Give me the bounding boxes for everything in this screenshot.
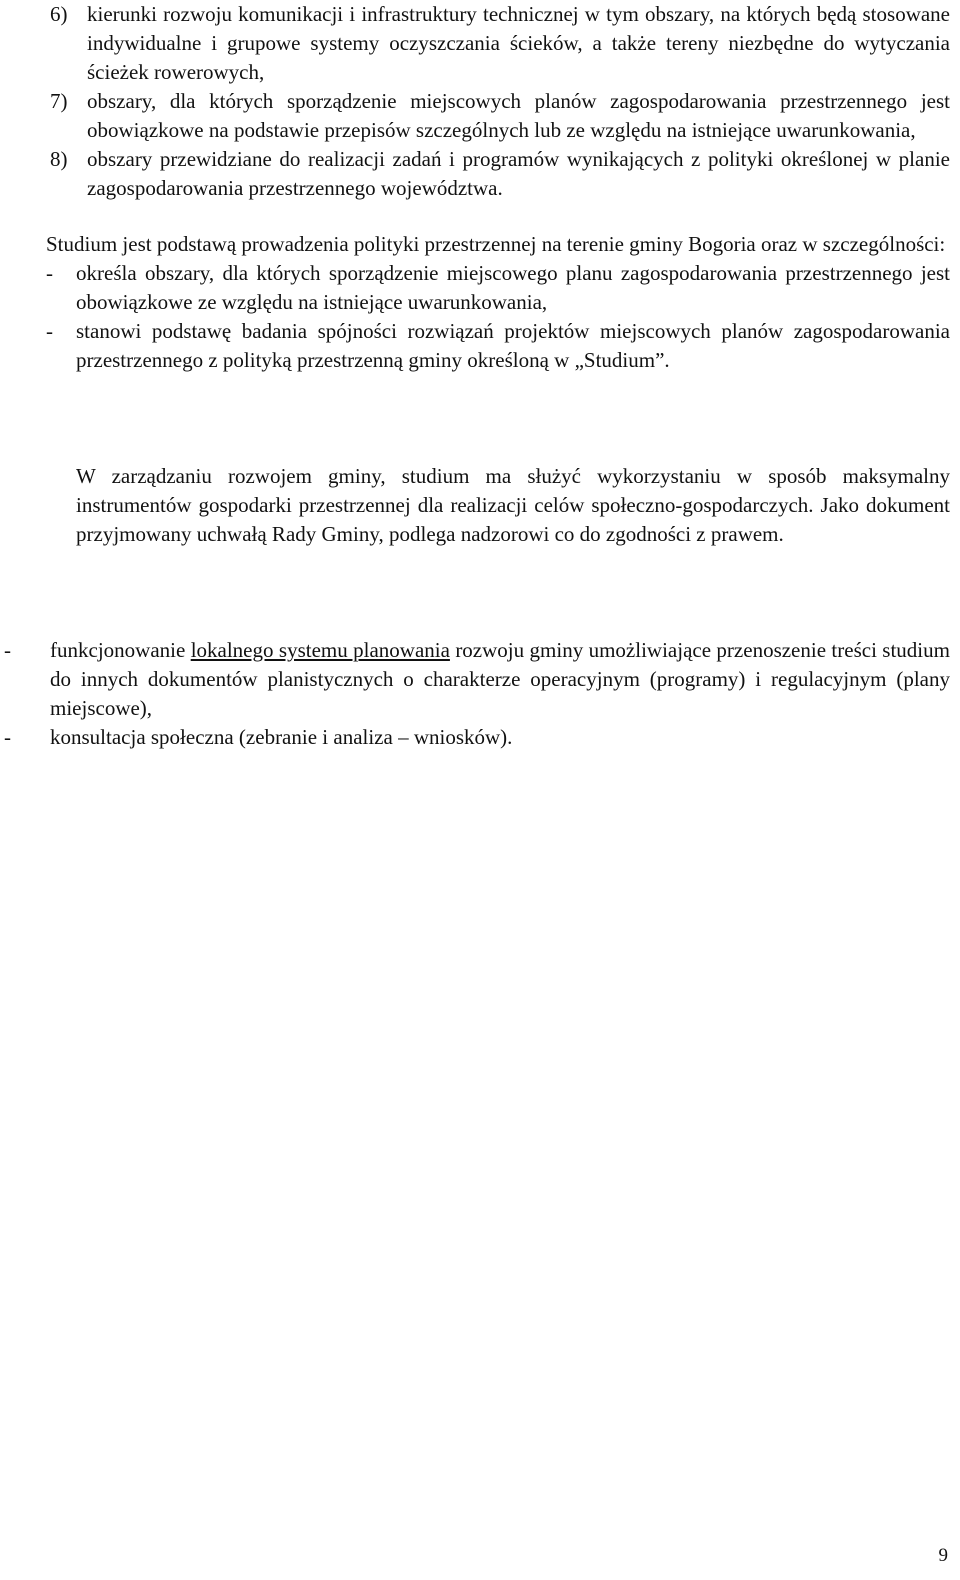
dash-marker: - [4,725,11,749]
text-after: rozwoju gminy umożliwiające przenoszenie treści studium do innych dokumentów planistycznych o charakterze operacyjnym (programy) i regulacyjnym (plany miejscowe), [50,638,950,720]
list-item [46,259,950,317]
dash-marker: - [46,319,53,343]
dash-marker: - [4,638,11,662]
underlined-term: lokalnego systemu planowania [190,638,450,662]
list-item-text: określa obszary, dla których sporządzenie miejscowego planu zagospodarowania przestrzennego jest obowiązkowe ze względu na istniejące uwarunkowania, [76,261,950,314]
list-item [46,317,950,375]
study-intro: Studium jest podstawą prowadzenia polityki przestrzennej na terenie gminy Bogoria oraz w szczególności: [46,232,946,256]
list-marker: 7) [50,89,68,113]
list-item-text: stanowi podstawę badania spójności rozwiązań projektów miejscowych planów zagospodarowania przestrzennego z polityką przestrzenną gminy określoną w „Studium”. [76,319,950,372]
dash-marker: - [46,261,53,285]
management-paragraph: W zarządzaniu rozwojem gminy, studium ma służyć wykorzystaniu w sposób maksymalny instrumentów gospodarki przestrzennej dla realizacji celów społeczno-gospodarczych. Jako dokument przyjmowany uchwałą Rady Gminy, podlega nadzorowi co do zgodności z prawem. [76,464,950,546]
numbered-list [50,0,950,203]
list-item [50,0,950,87]
bottom-list [4,636,950,752]
text-before: funkcjonowanie [50,638,191,662]
list-marker: 6) [50,2,68,26]
list-item-text [50,638,950,720]
list-item [50,145,950,203]
list-marker: 8) [50,147,68,171]
list-item-text: kierunki rozwoju komunikacji i infrastruktury technicznej w tym obszary, na których będą stosowane indywidualne i grupowe systemy oczyszczania ścieków, a także tereny niezbędne do wytyczania ścieżek rowerowych, [87,2,950,84]
list-item [50,87,950,145]
page-number: 9 [938,1545,948,1566]
list-item-text: obszary, dla których sporządzenie miejscowych planów zagospodarowania przestrzennego jest obowiązkowe na podstawie przepisów szczególnych lub ze względu na istniejące uwarunkowania, [87,89,950,142]
list-item [4,636,950,723]
list-item-text: konsultacja społeczna (zebranie i analiza – wniosków). [50,725,513,749]
study-section [46,230,950,375]
list-item [4,723,950,752]
list-item-text: obszary przewidziane do realizacji zadań i programów wynikających z polityki określonej w planie zagospodarowania przestrzennego województwa. [87,147,950,200]
